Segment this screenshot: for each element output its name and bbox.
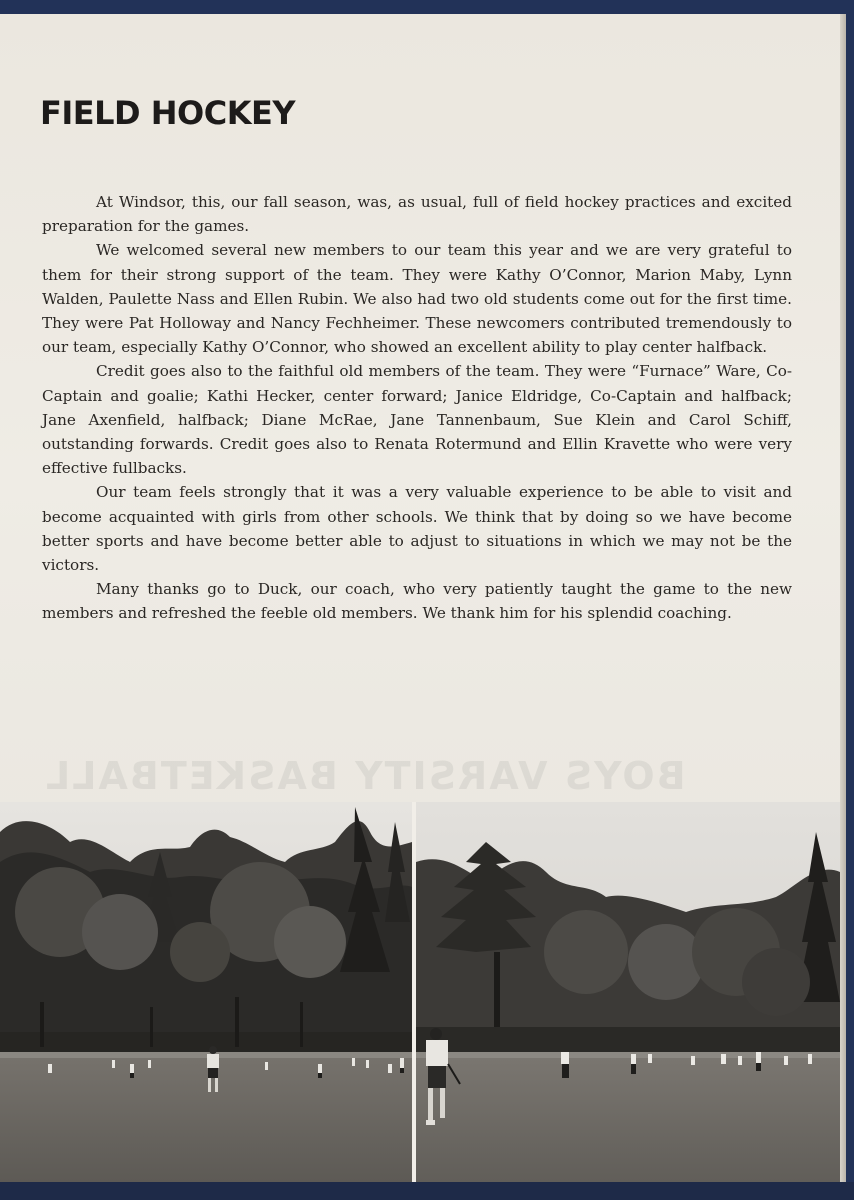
article-body <box>42 190 792 626</box>
field-hockey-photo-right <box>416 802 840 1182</box>
paragraph-experience: Our team feels strongly that it was a very valuable experience to be able to visit and become acquainted with girls from other schools. We think that by doing so we have become better sports and have become better able to adjust to situations in which we may not be the victors. <box>42 483 792 575</box>
paragraph-thanks: Many thanks go to Duck, our coach, who very patiently taught the game to the new members and refreshed the feeble old members. We thank him for his splendid coaching. <box>42 580 792 623</box>
yearbook-page <box>0 14 840 1182</box>
show-through-heading: BOYS VARSITY BASKETBALL <box>44 754 686 798</box>
paragraph-old-members: Credit goes also to the faithful old members of the team. They were “Furnace” Ware, Co-Captain and goalie; Kathi Hecker, center forward; Janice Eldridge, Co-Captain and halfback; Jane Axenfield, halfback; Diane McRae, Jane Tannenbaum, Sue Klein and Carol Schiff, outstanding forwards. Credit goes also to Renata Rotermund and Ellin Kravette who were very effective fullbacks. <box>42 362 792 478</box>
page-edge <box>840 14 846 1182</box>
cover-edge <box>0 1182 854 1200</box>
field-hockey-photo-left <box>0 802 412 1182</box>
photo-strip <box>0 802 840 1182</box>
paragraph-new-members: We welcomed several new members to our team this year and we are very grateful to them for their strong support of the team. They were Kathy O’Connor, Marion Maby, Lynn Walden, Paulette Nass and Ellen Rubin. We also had two old students come out for the first time. They were Pat Holloway and Nancy Fechheimer. These newcomers contributed tremendously to our team, especially Kathy O’Connor, who showed an excellent ability to play center halfback. <box>42 241 792 357</box>
page-title: FIELD HOCKEY <box>40 94 296 132</box>
paragraph-intro: At Windsor, this, our fall season, was, as usual, full of field hockey practices and excited preparation for the games. <box>42 193 792 236</box>
